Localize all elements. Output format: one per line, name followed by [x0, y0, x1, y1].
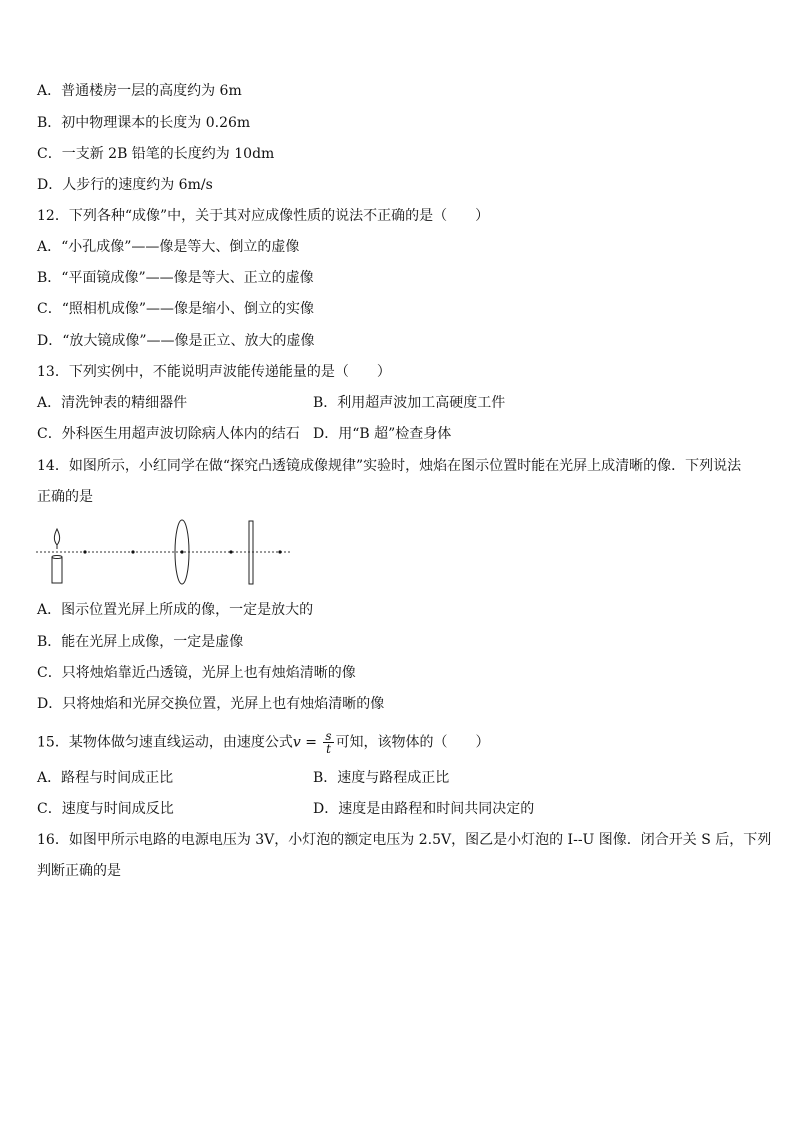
q13-option-a: A．清洗钟表的精细器件: [37, 395, 188, 411]
q13-option-c: C．外科医生用超声波切除病人体内的结石: [37, 426, 300, 442]
q15-stem: [37, 730, 490, 755]
q14-stem-line2: 正确的是: [37, 489, 93, 505]
q15-option-b: B．速度与路程成正比: [313, 770, 450, 786]
q14-stem-line1: 14．如图所示，小红同学在做“探究凸透镜成像规律”实验时，烛焰在图示位置时能在光屏上成清晰的像．下列说法: [37, 458, 742, 474]
q14-option-c: C．只将烛焰靠近凸透镜，光屏上也有烛焰清晰的像: [37, 665, 356, 681]
q11-option-c: C．一支新 2B 铅笔的长度约为 10dm: [37, 146, 275, 162]
q15-stem-post: 可知，该物体的（ ）: [335, 734, 490, 751]
point-f-left: [131, 550, 134, 553]
q11-option-d: D．人步行的速度约为 6m/s: [37, 177, 213, 193]
point-2f-left: [83, 550, 86, 553]
q13-stem: 13．下列实例中，不能说明声波能传递能量的是（ ）: [37, 364, 391, 380]
q16-stem-line1: 16．如图甲所示电路的电源电压为 3V，小灯泡的额定电压为 2.5V，图乙是小灯泡的 I--U 图像．闭合开关 S 后，下列: [37, 832, 772, 848]
q12-option-a: A．“小孔成像”——像是等大、倒立的虚像: [37, 239, 300, 255]
formula-v: v: [292, 734, 301, 751]
formula-numerator: s: [325, 729, 332, 743]
q12-option-d: D．“放大镜成像”——像是正立、放大的虚像: [37, 333, 315, 349]
q16-stem-line2: 判断正确的是: [37, 863, 121, 879]
q15-option-c: C．速度与时间成反比: [37, 801, 174, 817]
candle-icon: [52, 529, 62, 583]
q12-stem: 12．下列各种“成像”中，关于其对应成像性质的说法不正确的是（ ）: [37, 208, 490, 224]
formula-denominator: t: [326, 742, 331, 756]
speed-formula-fraction: [323, 730, 333, 755]
q13-option-d: D．用“B 超”检查身体: [313, 426, 452, 442]
lens-experiment-figure: [30, 515, 300, 590]
q12-option-b: B．“平面镜成像”——像是等大、正立的虚像: [37, 270, 314, 286]
q15-stem-pre: 15．某物体做匀速直线运动，由速度公式: [37, 734, 293, 751]
point-f-right: [229, 550, 232, 553]
q11-option-b: B．初中物理课本的长度为 0.26m: [37, 115, 251, 131]
q14-option-d: D．只将烛焰和光屏交换位置，光屏上也有烛焰清晰的像: [37, 696, 385, 712]
q12-option-c: C．“照相机成像”——像是缩小、倒立的实像: [37, 301, 315, 317]
point-2f-right: [278, 550, 281, 553]
q11-option-a: A．普通楼房一层的高度约为 6m: [37, 83, 242, 99]
q14-option-a: A．图示位置光屏上所成的像，一定是放大的: [37, 602, 314, 618]
q13-option-b: B．利用超声波加工高硬度工件: [313, 395, 506, 411]
q15-option-d: D．速度是由路程和时间共同决定的: [313, 801, 535, 817]
formula-eq: =: [300, 734, 322, 751]
q15-option-a: A．路程与时间成正比: [37, 770, 174, 786]
q14-option-b: B．能在光屏上成像，一定是虚像: [37, 634, 244, 650]
